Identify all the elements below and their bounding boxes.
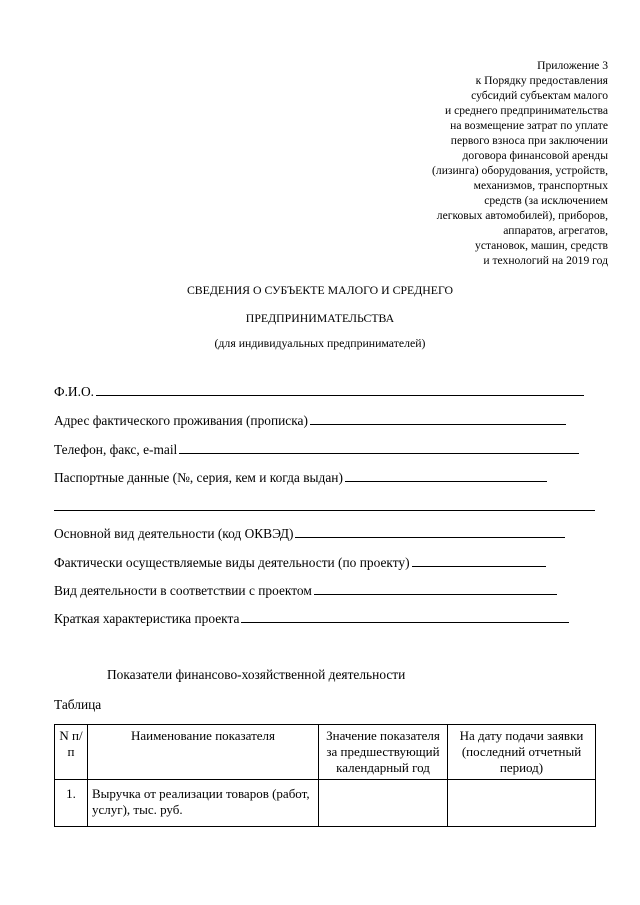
table-row bbox=[55, 780, 596, 827]
appendix-line: и технологий на 2019 год bbox=[483, 254, 608, 267]
fio-field[interactable] bbox=[54, 384, 584, 400]
header-num: N п/п bbox=[55, 725, 88, 780]
appendix-line: средств (за исключением bbox=[484, 194, 608, 207]
appendix-line: к Порядку предоставления bbox=[475, 74, 608, 87]
table-label: Таблица bbox=[54, 697, 102, 712]
project-activity-label: Вид деятельности в соответствии с проектом bbox=[54, 583, 312, 598]
appendix-line: Приложение 3 bbox=[537, 59, 608, 72]
address-blank-line[interactable] bbox=[310, 413, 566, 425]
project-summary-label: Краткая характеристика проекта bbox=[54, 611, 240, 626]
okved-label: Основной вид деятельности (код ОКВЭД) bbox=[54, 526, 294, 541]
header-current: На дату подачи заявки (последний отчетный период) bbox=[448, 725, 596, 780]
appendix-line: механизмов, транспортных bbox=[473, 179, 608, 192]
actual-activities-field[interactable] bbox=[54, 555, 546, 571]
project-summary-blank-line[interactable] bbox=[241, 611, 569, 623]
project-activity-blank-line[interactable] bbox=[314, 583, 557, 595]
appendix-line: договора финансовой аренды bbox=[462, 149, 608, 162]
fio-blank-line[interactable] bbox=[96, 384, 584, 396]
address-field[interactable] bbox=[54, 413, 566, 429]
header-name: Наименование показателя bbox=[88, 725, 319, 780]
appendix-line: легковых автомобилей), приборов, bbox=[436, 209, 608, 222]
document-title-line1: СВЕДЕНИЯ О СУБЪЕКТЕ МАЛОГО И СРЕДНЕГО bbox=[186, 283, 454, 297]
phone-blank-line[interactable] bbox=[179, 442, 579, 454]
fio-label: Ф.И.О. bbox=[54, 384, 94, 399]
header-prev-year: Значение показателя за предшествующий календарный год bbox=[319, 725, 448, 780]
appendix-block bbox=[348, 58, 608, 268]
appendix-line: и среднего предпринимательства bbox=[444, 104, 608, 117]
financial-indicators-table bbox=[54, 724, 596, 827]
section-title: Показатели финансово-хозяйственной деятельности bbox=[107, 667, 406, 682]
phone-field[interactable] bbox=[54, 442, 579, 458]
project-activity-field[interactable] bbox=[54, 583, 557, 599]
appendix-line: (лизинга) оборудования, устройств, bbox=[432, 164, 608, 177]
okved-blank-line[interactable] bbox=[295, 526, 565, 538]
passport-blank-line[interactable] bbox=[345, 470, 547, 482]
row-current-value[interactable] bbox=[448, 780, 596, 827]
document-title-line2: ПРЕДПРИНИМАТЕЛЬСТВА bbox=[245, 311, 395, 325]
row-name: Выручка от реализации товаров (работ, услуг), тыс. руб. bbox=[88, 780, 319, 827]
appendix-line: установок, машин, средств bbox=[475, 239, 608, 252]
appendix-line: на возмещение затрат по уплате bbox=[450, 119, 608, 132]
row-num: 1. bbox=[55, 780, 88, 827]
document-subtitle: (для индивидуальных предпринимателей) bbox=[214, 336, 426, 350]
appendix-line: первого взноса при заключении bbox=[450, 134, 608, 147]
actual-activities-blank-line[interactable] bbox=[412, 555, 546, 567]
project-summary-field[interactable] bbox=[54, 611, 569, 627]
actual-activities-label: Фактически осуществляемые виды деятельности (по проекту) bbox=[54, 555, 410, 570]
appendix-line: аппаратов, агрегатов, bbox=[503, 224, 608, 237]
passport-field[interactable] bbox=[54, 470, 547, 486]
row-prev-value[interactable] bbox=[319, 780, 448, 827]
okved-field[interactable] bbox=[54, 526, 565, 542]
address-label: Адрес фактического проживания (прописка) bbox=[54, 413, 308, 428]
table-header-row bbox=[55, 725, 596, 780]
passport-label: Паспортные данные (№, серия, кем и когда выдан) bbox=[54, 470, 343, 485]
appendix-line: субсидий субъектам малого bbox=[471, 89, 608, 102]
passport-continuation-line[interactable] bbox=[54, 509, 595, 511]
phone-label: Телефон, факс, e-mail bbox=[54, 442, 178, 457]
